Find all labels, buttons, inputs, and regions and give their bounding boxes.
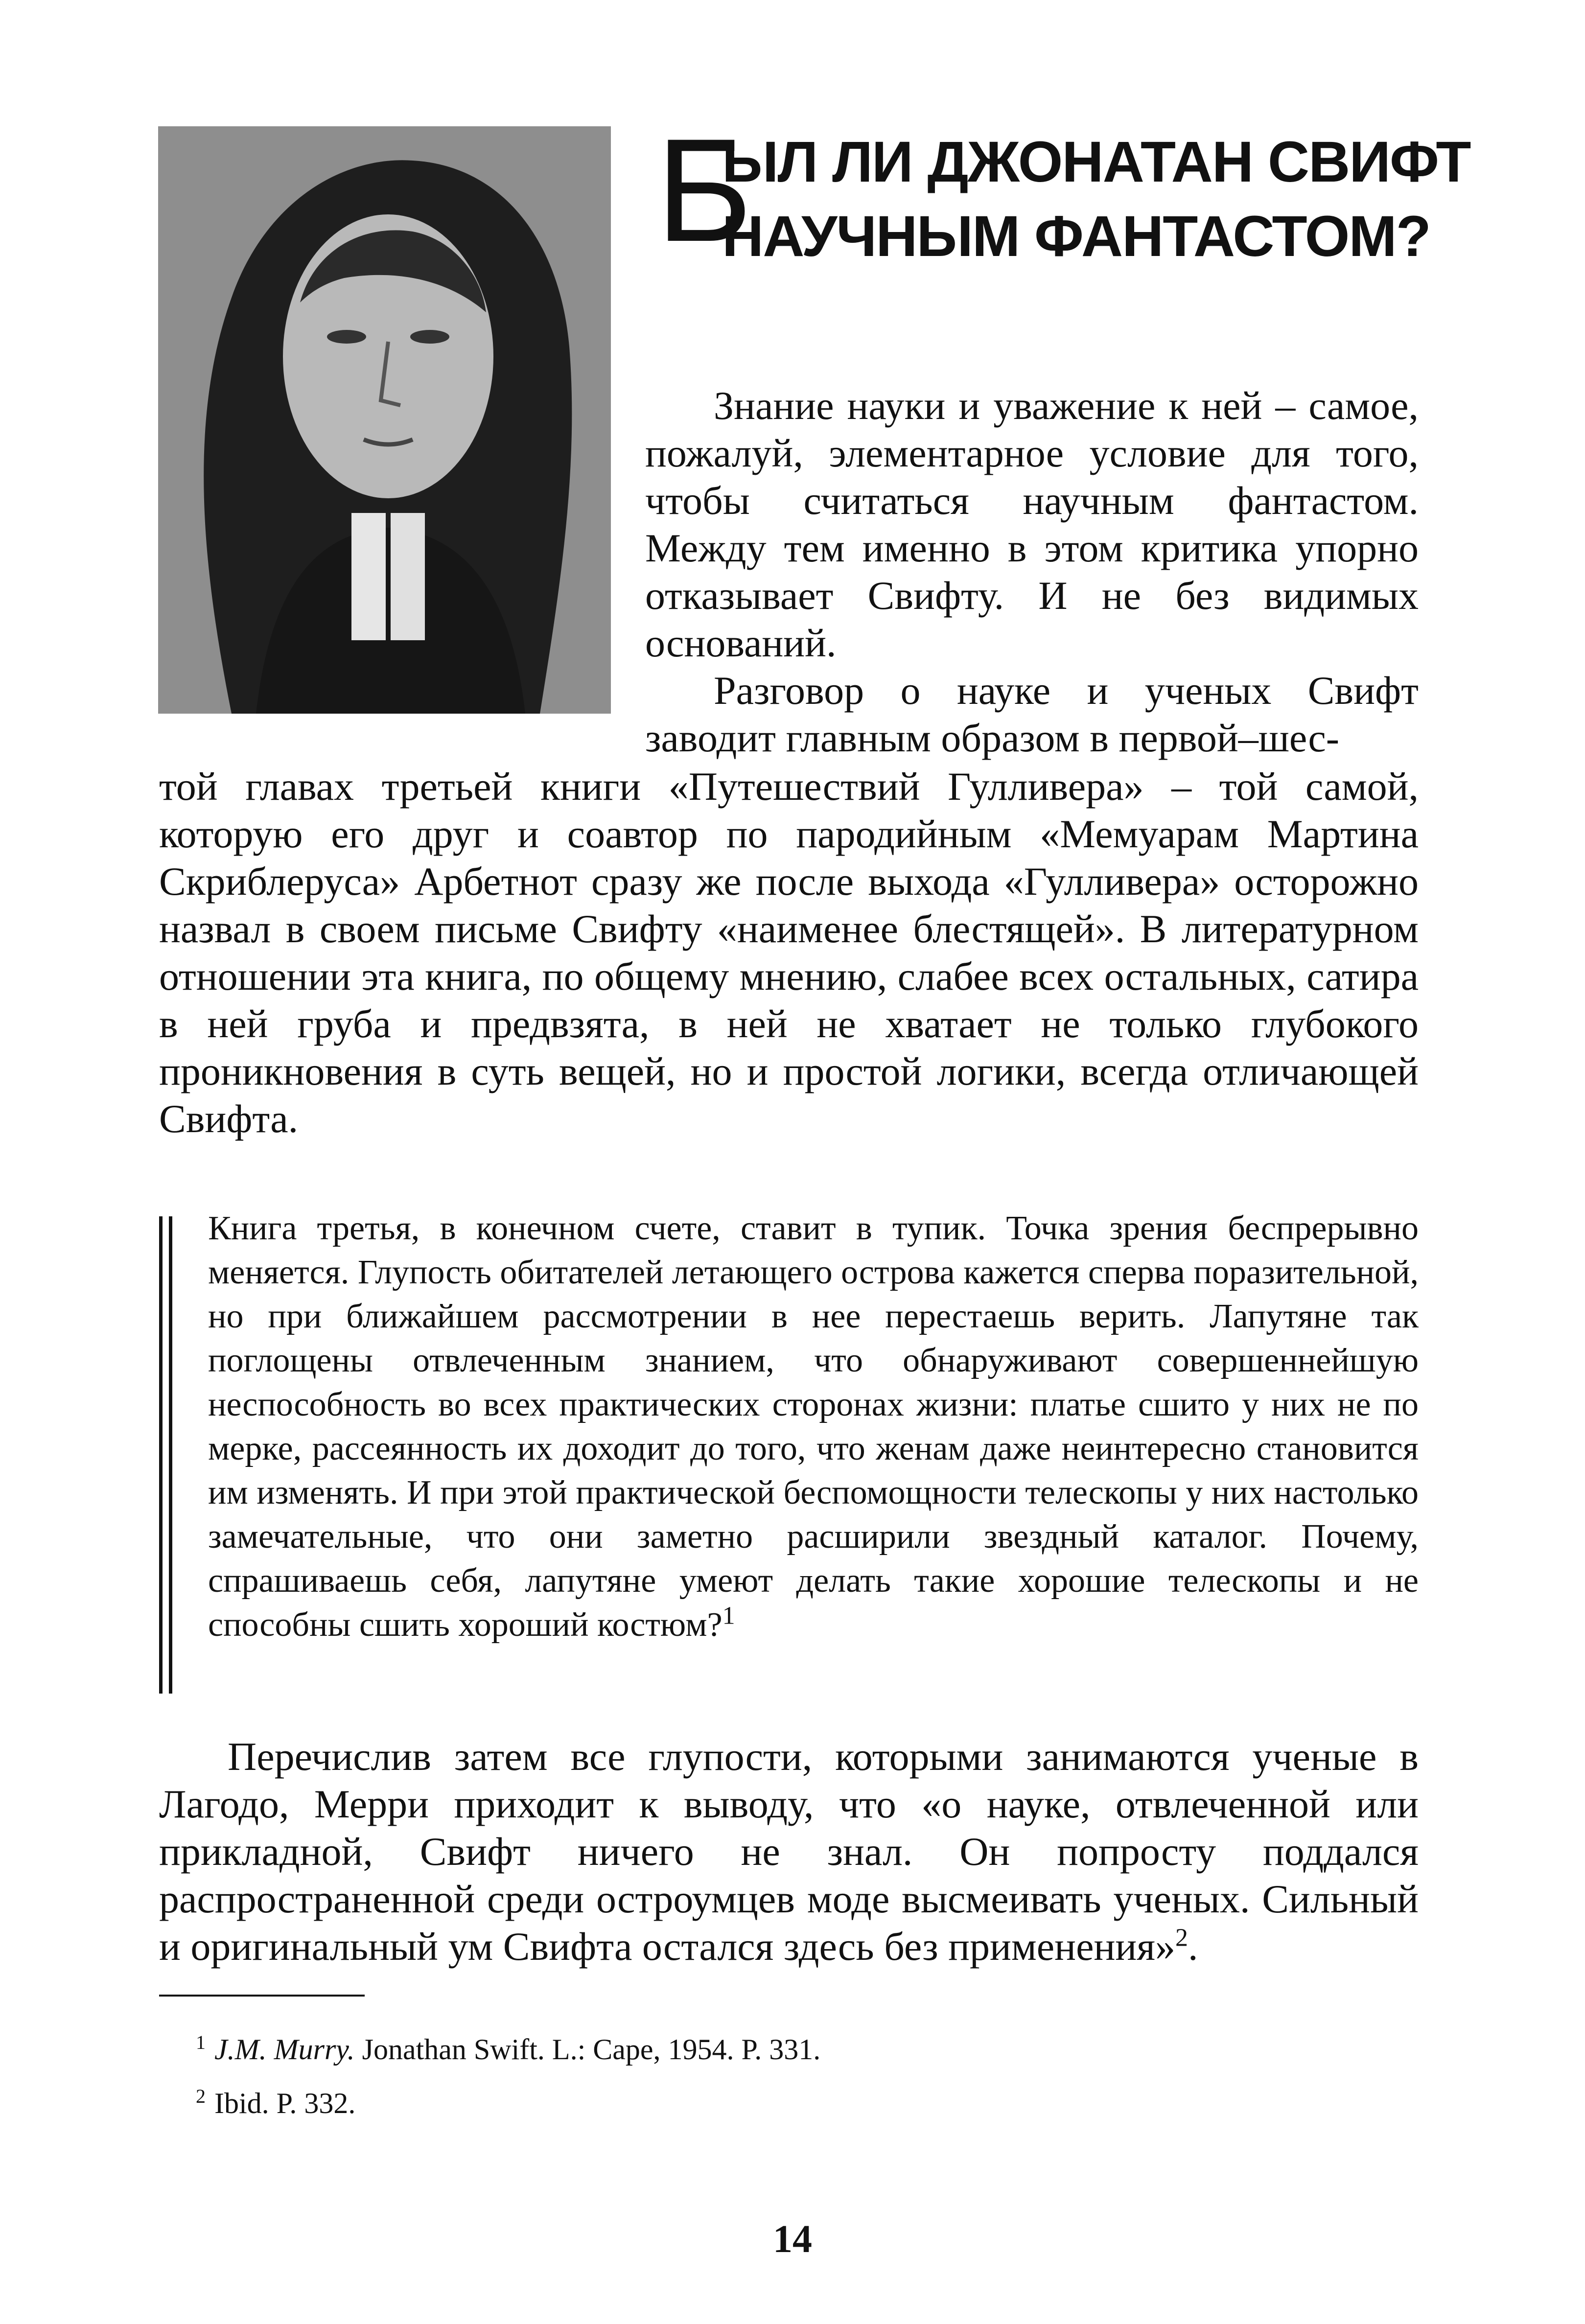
footnote-text: Ibid. P. 332. (214, 2087, 356, 2119)
quote-text (208, 1207, 1419, 1647)
closing-text (159, 1733, 1419, 1970)
title-dropcap: Б (656, 108, 752, 272)
title-line-1: ЫЛ ЛИ ДЖОНАТАН СВИФТ (722, 130, 1470, 194)
footnote-number: 1 (196, 2031, 206, 2053)
title-line-2: НАУЧНЫМ ФАНТАСТОМ? (722, 204, 1430, 269)
paragraph-1: Знание науки и уважение к ней – самое, пожалуй, элементарное условие для того, чтобы считаться научным фантастом. Между тем именно в этом критика упорно отказывает Свифту. И не без видимых оснований. (645, 383, 1419, 665)
portrait-image (158, 126, 611, 714)
main-text (159, 763, 1419, 1142)
footnote-1 (196, 2019, 1371, 2073)
footnote-number: 2 (196, 2085, 206, 2107)
paragraph-2-rest: той главах третьей книги «Путешествий Гулливера» – той самой, которую его друг и соавтор по пародийным «Мемуарам Мартина Скриблеруса» Арбетнот сразу же после выхода «Гулливера» осторожно назвал в своем письме Свифту «наименее блестящей». В литературном отношении эта книга, по общему мнению, слабее всех остальных, сатира в ней груба и предвзята, в ней не хватает не только глубокого проникновения в суть вещей, но и простой логики, всегда отличающей Свифта. (159, 764, 1419, 1141)
footnote-ref-2[interactable]: 2 (1175, 1924, 1188, 1952)
closing-paragraph: Перечислив затем все глупости, которыми занимаются ученые в Лагодо, Мерри приходит к выводу, что «о науке, отвлеченной или прикладной, Свифт ничего не знал. Он попросту поддался распространенной среди остроумцев моде высмеивать ученых. Сильный и оригинальный ум Свифта остался здесь без применения» (159, 1734, 1419, 1969)
footnote-text: Jonathan Swift. L.: Cape, 1954. P. 331. (354, 2033, 821, 2066)
footnote-divider (159, 1995, 365, 1997)
closing-period: . (1188, 1924, 1198, 1969)
quote-bar (169, 1216, 172, 1694)
footnote-author: J.M. Murry. (214, 2033, 355, 2066)
intro-text (645, 382, 1419, 762)
page-number: 14 (773, 2218, 812, 2261)
footnote-ref-1[interactable]: 1 (722, 1602, 735, 1630)
footnotes (196, 2019, 1371, 2127)
quote-body: Книга третья, в конечном счете, ставит в тупик. Точка зрения беспрерывно меняется. Глупость обитателей летающего острова кажется сперва поразительной, но при ближайшем рассмотрении в нее перестаешь верить. Лапутяне так поглощены отвлеченным знанием, что обнаруживают совершеннейшую неспособность во всех практических сторонах жизни: платье сшито у них не по мерке, рассеянность их доходит до того, что женам даже неинтересно становится им изменять. И при этой практической беспомощности телескопы у них настолько замечательные, что они заметно расширили звездный каталог. Почему, спрашиваешь себя, лапутяне умеют делать такие хорошие телескопы и не способны сшить хороший костюм? (208, 1209, 1419, 1644)
block-quote (159, 1207, 1419, 1696)
paragraph-2-start: Разговор о науке и ученых Свифт заводит главным образом в первой–шес- (645, 668, 1419, 760)
footnote-2 (196, 2073, 1371, 2127)
quote-bar (159, 1216, 163, 1694)
